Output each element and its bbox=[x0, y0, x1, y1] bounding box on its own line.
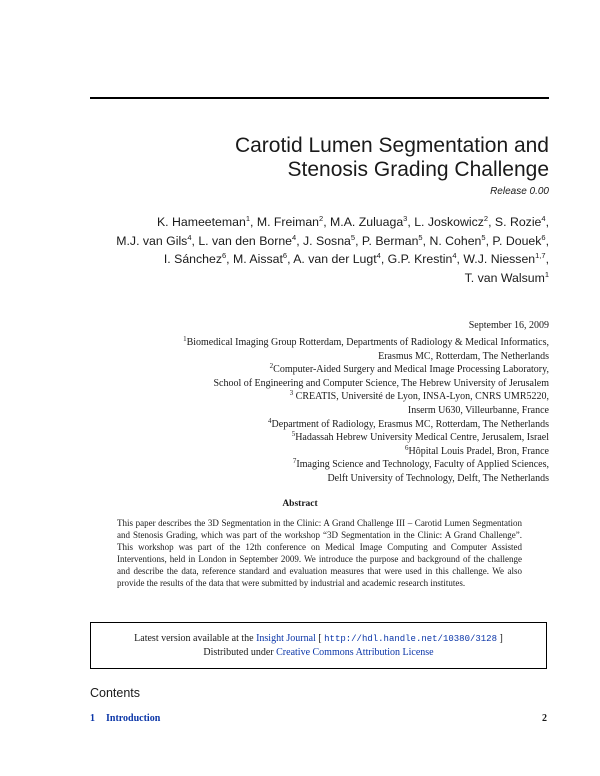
author-affiliation-mark: 5 bbox=[418, 232, 423, 242]
release-label: Release 0.00 bbox=[490, 186, 549, 197]
license-prefix: Distributed under bbox=[203, 647, 277, 658]
affiliation-number: 4 bbox=[268, 416, 272, 425]
author-affiliation-mark: 6 bbox=[222, 251, 227, 260]
author-line bbox=[69, 269, 549, 288]
affiliation-number: 1 bbox=[183, 335, 187, 343]
header-rule bbox=[90, 97, 549, 99]
affiliation-line bbox=[89, 390, 549, 404]
affiliation-line bbox=[89, 363, 549, 377]
author-name: G.P. Krestin bbox=[387, 252, 453, 266]
author-affiliation-mark: 4 bbox=[452, 251, 457, 260]
author-name: T. van Walsum bbox=[464, 270, 545, 285]
author-affiliation-mark: 2 bbox=[483, 214, 489, 223]
toc-item-introduction[interactable]: Introduction bbox=[106, 713, 161, 724]
affiliation-list bbox=[89, 336, 549, 486]
author-affiliation-mark: 4 bbox=[187, 232, 192, 242]
author-affiliation-mark: 3 bbox=[403, 214, 408, 223]
affiliation-line bbox=[89, 418, 549, 432]
contents-heading: Contents bbox=[90, 686, 141, 700]
publication-date: September 16, 2009 bbox=[468, 320, 549, 331]
affiliation-text: CREATIS, Université de Lyon, INSA-Lyon, CNRS UMR5220, bbox=[293, 391, 549, 403]
author-name: K. Hameeteman bbox=[156, 215, 246, 229]
author-name: I. Sánchez bbox=[163, 252, 222, 266]
affiliation-text: Erasmus MC, Rotterdam, The Netherlands bbox=[378, 350, 549, 362]
toc-item-page: 2 bbox=[542, 713, 547, 724]
version-prefix: Latest version available at the bbox=[134, 633, 257, 644]
author-name: W.J. Niessen bbox=[463, 252, 536, 266]
author-name: M. Aissat bbox=[233, 252, 283, 266]
author-affiliation-mark: 4 bbox=[376, 251, 381, 260]
toc-item-number[interactable]: 1 bbox=[90, 713, 95, 724]
affiliation-line bbox=[89, 458, 549, 472]
author-name: A. van der Lugt bbox=[293, 252, 377, 266]
author-affiliation-mark: 1,7 bbox=[535, 251, 546, 260]
affiliation-text: Delft University of Technology, Delft, The Netherlands bbox=[327, 472, 549, 484]
author-name: M.J. van Gils bbox=[116, 233, 188, 248]
author-name: L. van den Borne bbox=[198, 233, 293, 248]
author-affiliation-mark: 1 bbox=[544, 269, 549, 279]
license-line bbox=[91, 646, 546, 660]
affiliation-line bbox=[89, 472, 549, 486]
author-affiliation-mark: 6 bbox=[541, 232, 546, 242]
title-line-2: Stenosis Grading Challenge bbox=[287, 158, 549, 181]
handle-url-link[interactable]: http://hdl.handle.net/10380/3128 bbox=[324, 634, 497, 644]
affiliation-text: Hôpital Louis Pradel, Bron, France bbox=[408, 445, 549, 457]
affiliation-number: 3 bbox=[289, 389, 294, 398]
author-affiliation-mark: 6 bbox=[282, 251, 288, 260]
insight-journal-link[interactable]: Insight Journal bbox=[256, 633, 316, 644]
affiliation-text: School of Engineering and Computer Science, The Hebrew University of Jerusalem bbox=[213, 377, 549, 389]
author-affiliation-mark: 5 bbox=[481, 232, 486, 242]
affiliation-text: Inserm U630, Villeurbanne, France bbox=[407, 404, 549, 416]
bracket-close: ] bbox=[496, 633, 503, 644]
author-name: N. Cohen bbox=[429, 233, 482, 248]
author-name: M.A. Zuluaga bbox=[330, 215, 404, 229]
author-name: S. Rozie bbox=[494, 215, 542, 229]
author-affiliation-mark: 1 bbox=[245, 214, 250, 223]
author-name: P. Berman bbox=[361, 233, 419, 248]
affiliation-line bbox=[89, 431, 549, 445]
author-name: P. Douek bbox=[492, 233, 542, 248]
affiliation-number: 7 bbox=[292, 457, 297, 466]
author-affiliation-mark: 4 bbox=[541, 214, 546, 223]
license-link[interactable]: Creative Commons Attribution License bbox=[276, 647, 434, 658]
author-line: K. Hameeteman$^1$, M. Freiman$^2$, M.A. Zuluaga$^3$, L. Joskowicz$^2$, S. Rozie$^4$, bbox=[156, 214, 549, 229]
author-affiliation-mark: 4 bbox=[292, 232, 297, 242]
author-affiliation-mark: 2 bbox=[319, 214, 324, 223]
abstract-text: This paper describes the 3D Segmentation in the Clinic: A Grand Challenge III – Carotid Lumen Segmentation and Stenosis Grading, which was part of the workshop “3D Segmentation in the Clinic: A Grand Challenge”. This workshop was part of the 12th conference on Medical Image Computing and Computer Assisted Interventions, held in London in September 2009. We introduce the purpose and background of the challenge and describe the data, reference standard and evaluation measures that were used in this challenge. We also provide the results of the data that were submitted by industrial and academic research institutes. bbox=[117, 518, 522, 588]
affiliation-line bbox=[89, 377, 549, 391]
author-name: L. Joskowicz bbox=[414, 215, 484, 229]
affiliation-line bbox=[89, 336, 549, 350]
affiliation-line bbox=[89, 445, 549, 459]
author-list bbox=[69, 213, 549, 287]
author-name: J. Sosna bbox=[303, 233, 351, 248]
affiliation-text: Imaging Science and Technology, Faculty of Applied Sciences, bbox=[296, 459, 549, 471]
affiliation-line bbox=[89, 350, 549, 364]
author-affiliation-mark: 5 bbox=[350, 232, 356, 242]
version-info-box bbox=[90, 622, 547, 669]
author-line: M.J. van Gils$^4$, L. van den Borne$^4$, J. Sosna$^5$, P. Berman$^5$, N. Cohen$^5$, P. Douek$^6$, bbox=[116, 232, 549, 248]
author-name: M. Freiman bbox=[256, 215, 320, 229]
title-line-1: Carotid Lumen Segmentation and bbox=[234, 134, 549, 157]
affiliation-number: 6 bbox=[404, 443, 409, 452]
affiliation-number: 2 bbox=[269, 362, 274, 371]
abstract-heading: Abstract bbox=[282, 499, 318, 509]
version-line bbox=[91, 632, 546, 646]
affiliation-number: 5 bbox=[291, 430, 296, 439]
author-line: I. Sánchez$^6$, M. Aissat$^6$, A. van der Lugt$^4$, G.P. Krestin$^4$, W.J. Niessen$^{1,7}$, bbox=[163, 251, 549, 266]
affiliation-line bbox=[89, 404, 549, 418]
affiliation-text: Biomedical Imaging Group Rotterdam, Departments of Radiology & Medical Informatics, bbox=[186, 337, 549, 348]
paper-title bbox=[129, 134, 549, 182]
affiliation-text: Computer-Aided Surgery and Medical Image Processing Laboratory, bbox=[273, 364, 549, 376]
bracket-open: [ bbox=[315, 633, 325, 644]
affiliation-text: Department of Radiology, Erasmus MC, Rotterdam, The Netherlands bbox=[271, 418, 549, 430]
affiliation-text: Hadassah Hebrew University Medical Centre, Jerusalem, Israel bbox=[295, 432, 549, 444]
